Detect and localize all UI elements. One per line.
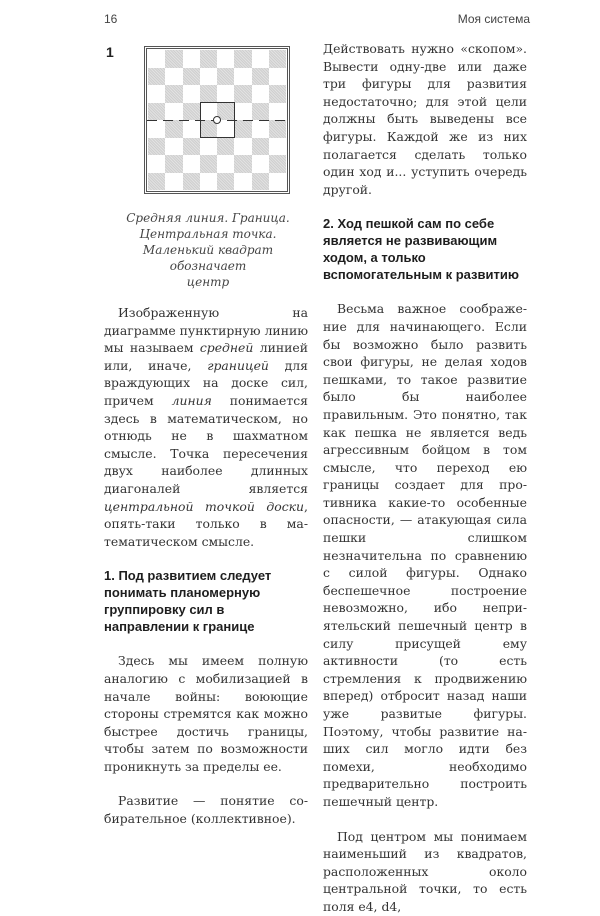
right-column bbox=[323, 40, 527, 916]
dark-square bbox=[217, 173, 234, 191]
light-square bbox=[269, 173, 286, 191]
paragraph-center-definition: Под центром мы понимаем наименьший из квадратов, расположенных около центральной точки, то есть поля e4, d4, bbox=[323, 828, 527, 914]
dark-square bbox=[148, 103, 165, 121]
chessboard-frame bbox=[144, 46, 290, 194]
light-square bbox=[183, 155, 200, 173]
dark-square bbox=[165, 120, 182, 138]
dark-square bbox=[165, 155, 182, 173]
light-square bbox=[183, 85, 200, 103]
section-title: Моя система bbox=[457, 12, 530, 26]
text-run: понимается здесь в математическом, но отнюдь не в шахматном смысле. Точка пересечения двух наиболее длинных диагоналей является bbox=[104, 392, 308, 496]
light-square bbox=[183, 50, 200, 68]
dark-square bbox=[269, 85, 286, 103]
paragraph-development-collective: Развитие — понятие собирательное (коллективное). bbox=[104, 793, 308, 827]
caption-line: центр bbox=[186, 275, 230, 289]
center-point-icon bbox=[213, 116, 221, 124]
light-square bbox=[165, 103, 182, 121]
dark-square bbox=[148, 138, 165, 156]
dark-square bbox=[234, 85, 251, 103]
light-square bbox=[234, 68, 251, 86]
dark-square bbox=[148, 68, 165, 86]
dark-square bbox=[252, 68, 269, 86]
dark-square bbox=[183, 68, 200, 86]
heading-principle-2: 2. Ход пешкой сам по себе является не развивающим ходом, а только вспомогательным к развитию bbox=[323, 216, 519, 283]
dark-square bbox=[217, 138, 234, 156]
emphasis: центральной точкой доски bbox=[104, 498, 305, 514]
light-square bbox=[252, 85, 269, 103]
figure-caption bbox=[104, 210, 308, 290]
light-square bbox=[269, 68, 286, 86]
light-square bbox=[148, 120, 165, 138]
paragraph-act-together: Действовать нужно «скопом». Вывести одну-две или даже три фигуры для развития недостаточно; для этой цели должны быть выведены все фигуры. Каждой же из них полагается сделать только один ход и... уступить очередь другой. bbox=[323, 41, 527, 197]
light-square bbox=[200, 68, 217, 86]
light-square bbox=[148, 155, 165, 173]
figure-number: 1 bbox=[106, 44, 114, 60]
dark-square bbox=[148, 173, 165, 191]
light-square bbox=[269, 103, 286, 121]
emphasis: линия bbox=[171, 392, 212, 408]
light-square bbox=[217, 155, 234, 173]
light-square bbox=[165, 138, 182, 156]
light-square bbox=[148, 50, 165, 68]
light-square bbox=[183, 120, 200, 138]
dark-square bbox=[200, 50, 217, 68]
dark-square bbox=[269, 50, 286, 68]
dark-square bbox=[252, 173, 269, 191]
light-square bbox=[217, 50, 234, 68]
dark-square bbox=[183, 173, 200, 191]
dark-square bbox=[269, 155, 286, 173]
dark-square bbox=[183, 103, 200, 121]
emphasis: границей bbox=[207, 357, 269, 373]
text-run: линией или, иначе, bbox=[104, 340, 308, 373]
light-square bbox=[252, 50, 269, 68]
dark-square bbox=[165, 85, 182, 103]
light-square bbox=[165, 68, 182, 86]
dark-square bbox=[183, 138, 200, 156]
light-square bbox=[234, 173, 251, 191]
diagram-figure bbox=[104, 40, 308, 210]
light-square bbox=[234, 103, 251, 121]
dark-square bbox=[234, 120, 251, 138]
text-run: , опять-таки только в математическом смысле. bbox=[104, 498, 308, 549]
dark-square bbox=[252, 138, 269, 156]
running-head bbox=[104, 12, 530, 30]
paragraph-pawn-moves: Весьма важное соображение для начинающего. Если бы возможно было развить свои фигуры, не делая ходов пешками, то такое развитие было бы наиболее правильным. Это понятно, так как пешка не является ведь агрессивным бойцом в том смысле, что переход ею границы создает для противника какие-то особенные опасности, — атакующая сила пешки слишком незначительна по сравнению с силой фигуры. Однако беспешечное построение невозможно, ибо неприятельский пешечный центр в силу присущей ему активности (то есть стремления к продвижению вперед) отбросит назад наши уже развитые фигуры. Поэтому, чтобы развитие наших сил могло идти без помехи, необходимо предварительно построить пешечный центр. bbox=[323, 301, 527, 809]
dark-square bbox=[234, 155, 251, 173]
light-square bbox=[269, 138, 286, 156]
dark-square bbox=[252, 103, 269, 121]
caption-line: Центральная точка. bbox=[139, 227, 277, 241]
heading-principle-1: 1. Под развитием следует понимать планомерную группировку сил в направлении к границе bbox=[104, 568, 272, 635]
caption-line: Средняя линия. Граница. bbox=[126, 211, 290, 225]
light-square bbox=[200, 173, 217, 191]
dark-square bbox=[269, 120, 286, 138]
center-square bbox=[200, 102, 235, 138]
paragraph-mobilization: Здесь мы имеем полную аналогию с мобилизацией в начале войны: воюющие стороны стремятся как можно быстрее достичь границы, чтобы затем по возможности проникнуть за пределы ее. bbox=[104, 653, 308, 774]
dark-square bbox=[165, 50, 182, 68]
light-square bbox=[165, 173, 182, 191]
light-square bbox=[217, 85, 234, 103]
text-run: Изображенную на диаграмме пунктирную линию мы называем bbox=[104, 305, 308, 356]
dark-square bbox=[200, 155, 217, 173]
dark-square bbox=[217, 68, 234, 86]
emphasis: средней bbox=[199, 340, 254, 356]
caption-line: Маленький квадрат обозначает bbox=[142, 243, 274, 273]
light-square bbox=[252, 120, 269, 138]
left-column bbox=[104, 40, 308, 828]
page-number: 16 bbox=[104, 12, 118, 26]
light-square bbox=[200, 138, 217, 156]
light-square bbox=[234, 138, 251, 156]
light-square bbox=[148, 85, 165, 103]
text-run: для враждующих на доске сил, причем bbox=[104, 357, 308, 408]
paragraph-midline-definition bbox=[104, 304, 308, 550]
dark-square bbox=[200, 85, 217, 103]
dark-square bbox=[234, 50, 251, 68]
light-square bbox=[252, 155, 269, 173]
